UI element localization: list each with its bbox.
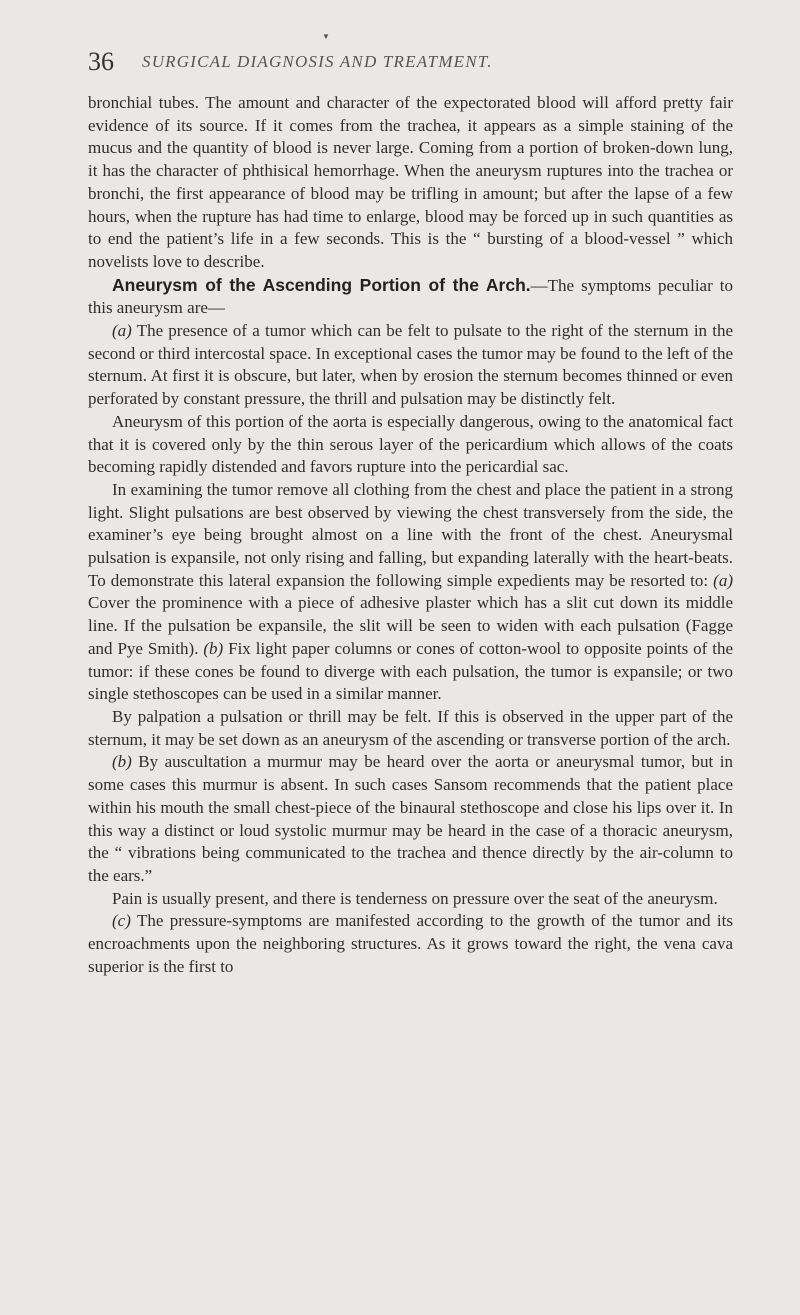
- paragraph-text: Aneurysm of this portion of the aorta is especially dangerous, owing to the anatomical fact that it is covered only by the thin serous layer of the pericardium which allows of the coats becoming rapidly distended and favors rupture into the pericardial sac.: [88, 411, 733, 477]
- paragraph-text: Pain is usually present, and there is tenderness on pressure over the seat of the aneurysm.: [112, 888, 718, 908]
- page-header: [88, 32, 728, 82]
- paragraph-text: Fix light paper columns or cones of cotton-wool to opposite points of the tumor: if these cones be found to diverge with each pulsation, the tumor is expansile; or two single stethoscopes can be used in a similar manner.: [88, 638, 733, 704]
- list-label-b: (b): [112, 752, 132, 772]
- list-label-a: (a): [713, 570, 733, 590]
- paragraph-pain: [88, 888, 733, 911]
- list-label-a: (a): [112, 321, 132, 341]
- page-number: 36: [88, 47, 114, 76]
- paragraph-symptom-a: [88, 320, 733, 411]
- paragraph-palpation: [88, 706, 733, 751]
- list-label-b: (b): [203, 638, 224, 658]
- section-heading: Aneurysm of the Ascending Portion of the Arch.: [112, 274, 531, 295]
- paragraph-aorta-danger: [88, 411, 733, 479]
- running-title: SURGICAL DIAGNOSIS AND TREATMENT.: [142, 52, 493, 71]
- paragraph-auscultation: [88, 751, 733, 887]
- paragraph-examining: [88, 479, 733, 706]
- paragraph-pressure-symptoms: [88, 910, 733, 978]
- list-label-c: (c): [112, 911, 131, 931]
- paragraph-text: The pressure-symptoms are manifested according to the growth of the tumor and its encroachments upon the neighboring structures. As it grows toward the right, the vena cava superior is the first to: [88, 911, 733, 976]
- paragraph-text: The presence of a tumor which can be felt to pulsate to the right of the sternum in the second or third intercostal space. In exceptional cases the tumor may be found to the left of the sternum. At first it is obscure, but later, when by erosion the sternum becomes thinned or even perforated by constant pressure, the thrill and pulsation may be distinctly felt.: [88, 321, 733, 409]
- paragraph-text: By auscultation a murmur may be heard over the aorta or aneurysmal tumor, but in some cases this murmur is absent. In such cases Sansom recommends that the patient place within his mouth the small chest-piece of the binaural stethoscope and close his lips over it. In this way a distinct or loud systolic murmur may be heard in the case of a thoracic aneurysm, the “ vibrations being communicated to the trachea and thence directly by the air-column to the ears.”: [88, 752, 733, 885]
- paragraph-bronchial-tubes: [88, 92, 733, 274]
- paragraph-text: Cover the prominence with a piece of adhesive plaster which has a slit cut down its middle line. If the pulsation be expansile, the slit will be seen to widen with each pulsation (Fagge and Pye Smith).: [88, 593, 733, 658]
- paragraph-section-intro: [88, 274, 733, 320]
- paragraph-text: —The symptoms peculiar to this aneurysm are—: [88, 275, 733, 318]
- paragraph-text: By palpation a pulsation or thrill may be felt. If this is observed in the upper part of the sternum, it may be set down as an aneurysm of the ascending or transverse portion of the arch.: [88, 706, 733, 749]
- body-text: [88, 92, 733, 978]
- print-mark: ▼: [322, 32, 330, 41]
- paragraph-text: bronchial tubes. The amount and character of the expectorated blood will afford pretty fair evidence of its source. If it comes from the trachea, it appears as a simple staining of the mucus and the quantity of blood is never large. Coming from a portion of broken-down lung, it has the character of phthisical hemorrhage. When the aneurysm ruptures into the trachea or bronchi, the first appearance of blood may be trifling in amount; but after the lapse of a few hours, when the rupture has had time to enlarge, blood may be forced up in such quantities as to end the patient’s life in a few seconds. This is the “ bursting of a blood-vessel ” which novelists love to describe.: [88, 93, 733, 271]
- paragraph-text: In examining the tumor remove all clothing from the chest and place the patient in a strong light. Slight pulsations are best observed by viewing the chest transversely from the side, the examiner’s eye being brought almost on a line with the front of the chest. Aneurysmal pulsation is expansile, not only rising and falling, but expanding laterally with the heart-beats. To demonstrate this lateral expansion the following simple expedients may be resorted to:: [88, 479, 733, 590]
